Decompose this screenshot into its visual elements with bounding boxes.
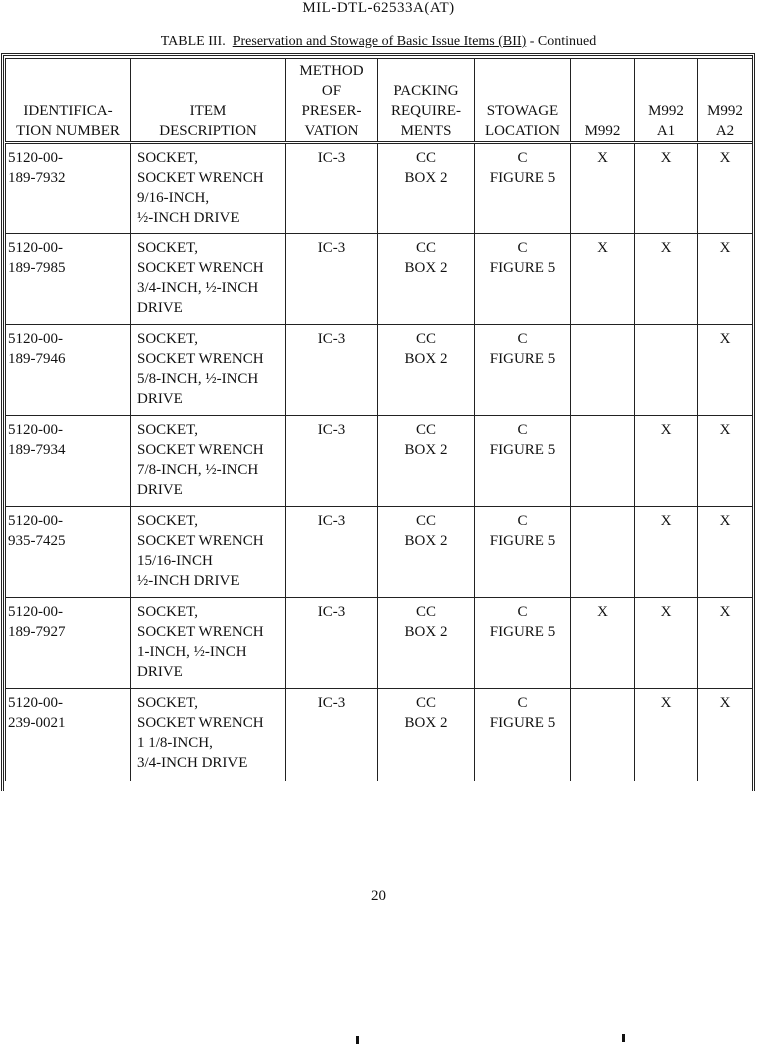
header-packing-requirements [378,59,475,143]
id-cell [6,234,131,325]
text-line: SOCKET WRENCH [137,624,264,640]
text-line: SOCKET WRENCH [137,715,264,731]
text-line: BOX 2 [404,624,448,640]
table-row [6,325,753,416]
text-line: C [517,513,528,529]
header-row [6,59,753,143]
text-line: 9/16-INCH, [137,190,210,206]
text-line: C [517,604,528,620]
text-line: 5120-00- [8,150,63,166]
m992a2-cell: X [698,143,753,234]
text-line: C [517,150,528,166]
text-line: A1 [656,123,676,139]
table-row [6,143,753,234]
text-line: 1 1/8-INCH, [137,735,213,751]
header-item-description [131,59,286,143]
text-line: M992 [648,103,684,119]
text-line: ITEM [189,103,227,119]
text-line: STOWAGE [486,103,559,119]
m992-cell: X [571,143,635,234]
scan-mark [356,1036,359,1044]
m992-cell: X [571,234,635,325]
text-line: FIGURE 5 [489,170,556,186]
text-line: 5120-00- [8,695,63,711]
packing-cell [378,507,475,598]
text-line: DESCRIPTION [159,123,257,139]
m992a1-cell: X [635,416,698,507]
m992-cell [571,689,635,781]
text-line: FIGURE 5 [489,260,556,276]
stowage-cell [475,689,571,781]
m992-cell [571,416,635,507]
text-line: CC [415,513,436,529]
text-line: BOX 2 [404,260,448,276]
m992a2-cell: X [698,507,753,598]
m992-cell: X [571,598,635,689]
text-line: IDENTIFICA- [23,103,113,119]
text-line: 3/4-INCH DRIVE [137,755,248,771]
method-cell: IC-3 [286,598,378,689]
text-line: SOCKET, [137,513,198,529]
method-cell: IC-3 [286,416,378,507]
text-line: 7/8-INCH, ½-INCH [137,462,259,478]
text-line: FIGURE 5 [489,533,556,549]
text-line: 15/16-INCH [137,553,213,569]
text-line: 5/8-INCH, ½-INCH [137,371,259,387]
text-line: 5120-00- [8,331,63,347]
text-line: FIGURE 5 [489,624,556,640]
page-number: 20 [371,888,386,904]
text-line: BOX 2 [404,351,448,367]
text-line: OF [321,83,342,99]
table-row [6,689,753,781]
text-line: A2 [715,123,735,139]
header-m992a2 [698,59,753,143]
text-line: CC [415,150,436,166]
text-line: 3/4-INCH, ½-INCH [137,280,259,296]
text-line: DRIVE [137,482,183,498]
packing-cell [378,325,475,416]
table-body [6,143,753,781]
text-line: C [517,331,528,347]
bii-table [5,58,753,781]
id-cell [6,143,131,234]
text-line: SOCKET WRENCH [137,260,264,276]
text-line: SOCKET, [137,422,198,438]
stowage-cell [475,598,571,689]
method-cell: IC-3 [286,143,378,234]
m992a2-cell: X [698,325,753,416]
table-row [6,507,753,598]
text-line: 189-7927 [8,624,66,640]
text-line: TION NUMBER [16,123,120,139]
header-identification-number [6,59,131,143]
header-method-of-preservation [286,59,378,143]
text-line: FIGURE 5 [489,442,556,458]
table-title-suffix: - Continued [526,34,597,49]
text-line: FIGURE 5 [489,715,556,731]
m992a1-cell: X [635,689,698,781]
text-line: CC [415,695,436,711]
text-line: BOX 2 [404,442,448,458]
packing-cell [378,689,475,781]
text-line: 239-0021 [8,715,66,731]
text-line: ½-INCH DRIVE [137,210,240,226]
packing-cell [378,143,475,234]
text-line: FIGURE 5 [489,351,556,367]
description-cell [131,598,286,689]
m992a2-cell: X [698,234,753,325]
text-line: 189-7946 [8,351,66,367]
method-cell: IC-3 [286,507,378,598]
stowage-cell [475,507,571,598]
description-cell [131,507,286,598]
text-line: 189-7932 [8,170,66,186]
text-line: 5120-00- [8,513,63,529]
m992a1-cell: X [635,598,698,689]
text-line: DRIVE [137,664,183,680]
m992a1-cell [635,325,698,416]
method-cell: IC-3 [286,234,378,325]
text-line: SOCKET WRENCH [137,170,264,186]
stowage-cell [475,234,571,325]
text-line: 189-7985 [8,260,66,276]
description-cell [131,689,286,781]
text-line: SOCKET WRENCH [137,533,264,549]
m992a1-cell: X [635,507,698,598]
header-m992 [571,59,635,143]
text-line: SOCKET, [137,695,198,711]
packing-cell [378,598,475,689]
description-cell [131,143,286,234]
description-cell [131,416,286,507]
text-line: SOCKET WRENCH [137,351,264,367]
method-cell: IC-3 [286,325,378,416]
text-line: BOX 2 [404,715,448,731]
text-line: 5120-00- [8,422,63,438]
packing-cell [378,416,475,507]
stowage-cell [475,143,571,234]
text-line: ½-INCH DRIVE [137,573,240,589]
text-line: C [517,240,528,256]
text-line: 189-7934 [8,442,66,458]
id-cell [6,416,131,507]
document-number: MIL-DTL-62533A(AT) [302,0,455,16]
header-stowage-location [475,59,571,143]
text-line: CC [415,604,436,620]
m992-cell [571,507,635,598]
m992a2-cell: X [698,598,753,689]
text-line: SOCKET WRENCH [137,442,264,458]
scan-mark [622,1034,625,1042]
text-line: SOCKET, [137,604,198,620]
description-cell [131,234,286,325]
text-line: PRESER- [301,103,362,119]
text-line: 5120-00- [8,604,63,620]
text-line: C [517,695,528,711]
m992-cell [571,325,635,416]
table-title-prefix: TABLE III. [160,34,226,49]
text-line: REQUIRE- [391,103,461,119]
text-line: BOX 2 [404,533,448,549]
text-line: M992 [584,123,621,139]
id-cell [6,598,131,689]
text-line: VATION [304,123,359,139]
text-line: M992 [707,103,743,119]
packing-cell [378,234,475,325]
id-cell [6,325,131,416]
text-line: CC [415,331,436,347]
m992a1-cell: X [635,234,698,325]
text-line: BOX 2 [404,170,448,186]
table-row [6,598,753,689]
table-row [6,416,753,507]
id-cell [6,507,131,598]
text-line: CC [415,240,436,256]
text-line: METHOD [299,63,364,79]
text-line: SOCKET, [137,150,198,166]
m992a1-cell: X [635,143,698,234]
table-title-main: Preservation and Stowage of Basic Issue Items (BII) [232,34,527,49]
header-m992a1 [635,59,698,143]
m992a2-cell: X [698,416,753,507]
table-row [6,234,753,325]
text-line: 1-INCH, ½-INCH [137,644,247,660]
m992a2-cell: X [698,689,753,781]
text-line: DRIVE [137,391,183,407]
id-cell [6,689,131,781]
stowage-cell [475,325,571,416]
text-line: 5120-00- [8,240,63,256]
description-cell [131,325,286,416]
text-line: MENTS [400,123,452,139]
text-line: SOCKET, [137,331,198,347]
stowage-cell [475,416,571,507]
text-line: 935-7425 [8,533,66,549]
text-line: CC [415,422,436,438]
method-cell: IC-3 [286,689,378,781]
text-line: PACKING [393,83,459,99]
text-line: LOCATION [485,123,560,139]
table-title [0,34,757,50]
text-line: C [517,422,528,438]
text-line: DRIVE [137,300,183,316]
text-line: SOCKET, [137,240,198,256]
